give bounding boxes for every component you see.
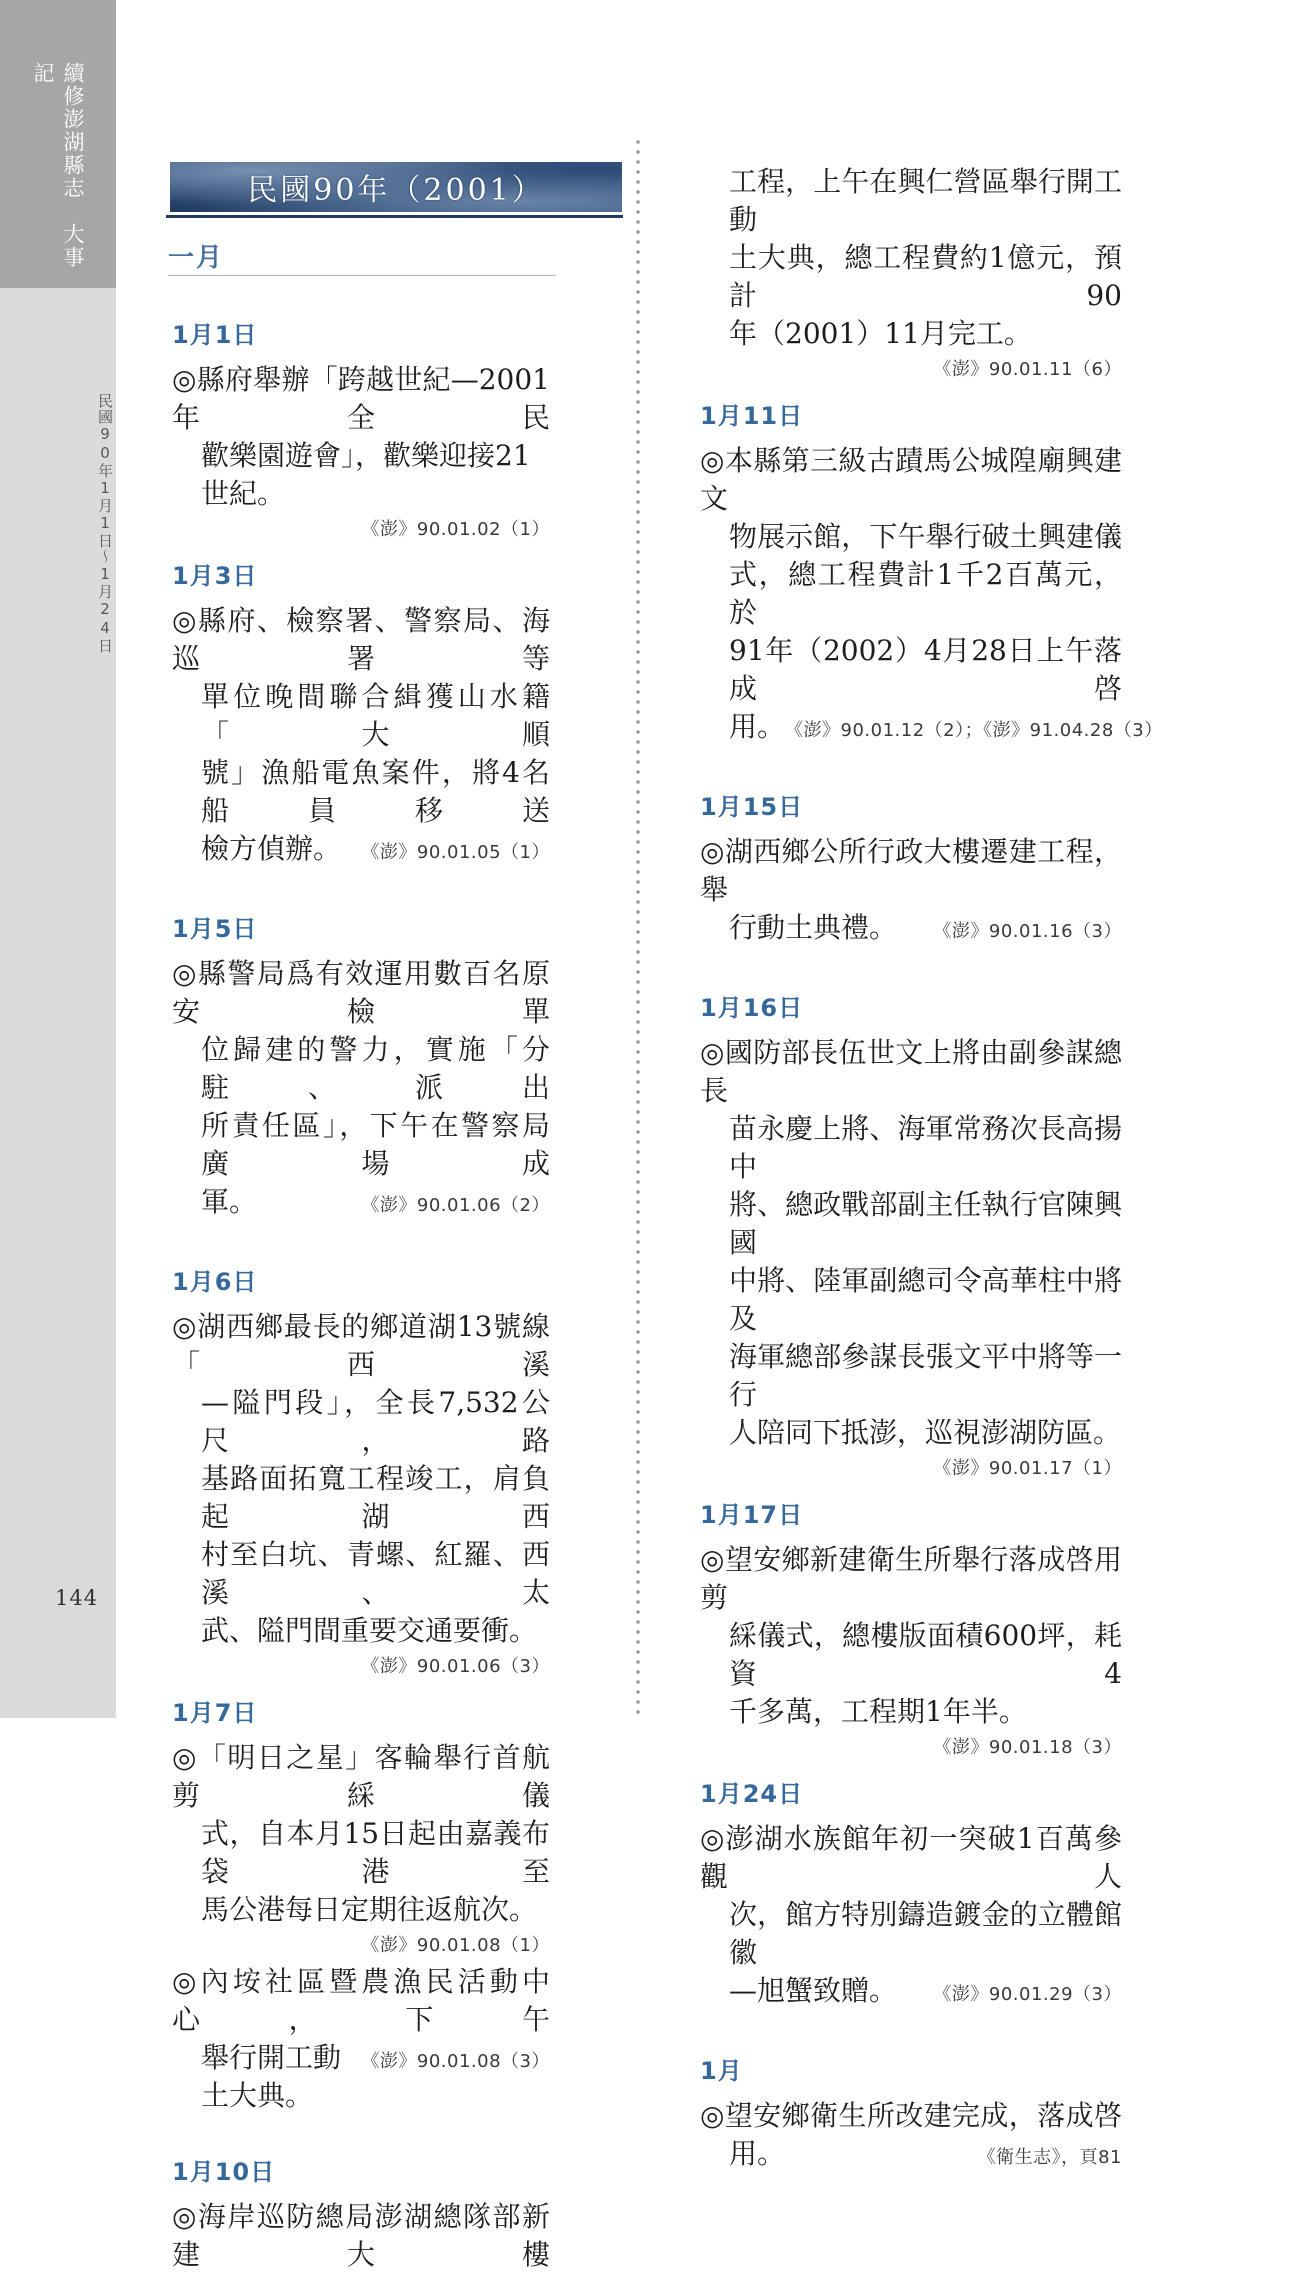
event bbox=[172, 2198, 550, 2274]
citation: 《澎》90.01.05（1） bbox=[361, 842, 550, 863]
event bbox=[700, 1541, 1122, 1763]
event-line: ◎湖西鄉公所行政大樓遷建工程，舉 bbox=[700, 835, 1122, 906]
event-line: 年（2001）11月完工。 bbox=[729, 317, 1032, 350]
event-line: 土大典，總工程費約1億元，預計90 bbox=[729, 241, 1122, 312]
event bbox=[700, 1820, 1122, 2014]
event bbox=[172, 1963, 550, 2115]
event-line: ◎「明日之星」客輪舉行首航剪綵儀 bbox=[172, 1741, 550, 1812]
citation-row bbox=[172, 1652, 550, 1682]
column-left bbox=[172, 320, 550, 2274]
event-line bbox=[700, 708, 1163, 750]
date-heading: 1月5日 bbox=[172, 915, 258, 943]
event-line: 基路面拓寬工程竣工，肩負起湖西 bbox=[201, 1462, 550, 1533]
event-line: ◎望安鄉衛生所改建完成，落成啓 bbox=[700, 2099, 1122, 2132]
citation: 《澎》90.01.29（3） bbox=[933, 1984, 1122, 2005]
citation: 《澎》90.01.06（3） bbox=[361, 1656, 550, 1677]
citation: 《澎》90.01.02（1） bbox=[361, 519, 550, 540]
event bbox=[172, 602, 550, 872]
event-line: 武、隘門間重要交通要衝。 bbox=[201, 1614, 538, 1647]
event-line bbox=[172, 2039, 550, 2115]
event-line: ◎本縣第三級古蹟馬公城隍廟興建文 bbox=[700, 444, 1122, 515]
event bbox=[172, 955, 550, 1225]
event-line: 次，館方特別鑄造鍍金的立體館徽 bbox=[729, 1898, 1122, 1969]
citation-row bbox=[172, 1931, 550, 1961]
event-line: —隘門段」，全長7,532公尺，路 bbox=[201, 1386, 550, 1457]
citation-row bbox=[700, 1454, 1122, 1484]
event-line: 苗永慶上將、海軍常務次長高揚中 bbox=[729, 1112, 1122, 1183]
event-text: 行動土典禮。 bbox=[729, 911, 898, 944]
event-line: 號」漁船電魚案件，將4名船員移送 bbox=[201, 756, 550, 827]
event-line: 物展示館，下午舉行破土興建儀 bbox=[729, 520, 1122, 553]
citation: 《澎》90.01.17（1） bbox=[933, 1458, 1122, 1479]
date-heading: 1月16日 bbox=[700, 994, 804, 1022]
event-line: 人陪同下抵澎，巡視澎湖防區。 bbox=[729, 1416, 1122, 1449]
date-heading: 1月3日 bbox=[172, 562, 258, 590]
date-heading: 1月17日 bbox=[700, 1501, 804, 1529]
event-line bbox=[172, 830, 550, 872]
event-line: 千多萬，工程期1年半。 bbox=[729, 1695, 1027, 1728]
event-line: 所責任區」，下午在警察局廣場成 bbox=[201, 1109, 550, 1180]
event-line bbox=[700, 909, 1122, 951]
sidebar-book-title: 續修澎湖縣志 大事記 bbox=[31, 62, 85, 269]
date-heading: 1月11日 bbox=[700, 402, 804, 430]
event bbox=[172, 1308, 550, 1682]
event bbox=[172, 1739, 550, 1961]
event-text: 用。 bbox=[729, 710, 786, 743]
year-banner-rule bbox=[166, 215, 623, 218]
event-line: 綵儀式，總樓版面積600坪，耗資4 bbox=[729, 1619, 1122, 1690]
event-text: 軍。 bbox=[201, 1185, 258, 1218]
event bbox=[700, 833, 1122, 951]
event-text: —旭蟹致贈。 bbox=[729, 1974, 898, 2007]
event-line: 村至白坑、青螺、紅羅、西溪、太 bbox=[201, 1538, 550, 1609]
page-number: 144 bbox=[55, 1586, 99, 1610]
date-heading: 1月10日 bbox=[172, 2158, 276, 2186]
date-heading: 1月24日 bbox=[700, 1780, 804, 1808]
event-text: 檢方偵辦。 bbox=[201, 832, 342, 865]
citation: 《澎》90.01.16（3） bbox=[933, 921, 1122, 942]
event-line: 式，總工程費計1千2百萬元，於 bbox=[729, 558, 1122, 629]
year-banner-title: 民國90年（2001） bbox=[247, 173, 545, 208]
event-line: ◎國防部長伍世文上將由副參謀總長 bbox=[700, 1036, 1122, 1107]
event-line: ◎望安鄉新建衛生所舉行落成啓用剪 bbox=[700, 1543, 1122, 1614]
event-line bbox=[172, 1183, 550, 1225]
event bbox=[700, 163, 1122, 385]
event bbox=[700, 1034, 1122, 1484]
event-line: ◎縣府、檢察署、警察局、海巡署等 bbox=[172, 604, 550, 675]
citation: 《澎》90.01.12（2）；《澎》91.04.28（3） bbox=[785, 720, 1163, 741]
citation: 《澎》90.01.08（3） bbox=[361, 2051, 550, 2072]
column-right bbox=[700, 163, 1163, 2177]
event-line: 將、總政戰部副主任執行官陳興國 bbox=[729, 1188, 1122, 1259]
event-line: ◎內垵社區暨農漁民活動中心，下午 bbox=[172, 1965, 550, 2036]
event-line bbox=[700, 2135, 1122, 2177]
citation: 《衛生志》，頁81 bbox=[977, 2147, 1122, 2168]
event-line: 91年（2002）4月28日上午落成啓 bbox=[729, 634, 1122, 705]
column-divider bbox=[636, 140, 640, 1720]
event-line: ◎湖西鄉最長的鄉道湖13號線「西溪 bbox=[172, 1310, 550, 1381]
event-line: ◎縣府舉辦「跨越世紀—2001年全民 bbox=[172, 363, 550, 434]
month-heading-label: 一月 bbox=[168, 243, 225, 273]
event-line bbox=[700, 1972, 1122, 2014]
event-line: ◎海岸巡防總局澎湖總隊部新建大樓 bbox=[172, 2200, 550, 2271]
event bbox=[700, 442, 1163, 750]
event-line: 馬公港每日定期往返航次。 bbox=[201, 1893, 538, 1926]
event-line: ◎縣警局爲有效運用數百名原安檢單 bbox=[172, 957, 550, 1028]
citation: 《澎》90.01.18（3） bbox=[933, 1737, 1122, 1758]
event-line: 單位晚間聯合緝獲山水籍「大順 bbox=[201, 680, 550, 751]
year-banner bbox=[170, 162, 622, 212]
citation: 《澎》90.01.06（2） bbox=[361, 1195, 550, 1216]
citation-row bbox=[700, 1733, 1122, 1763]
event-line: 式，自本月15日起由嘉義布袋港至 bbox=[201, 1817, 550, 1888]
date-heading: 1月15日 bbox=[700, 793, 804, 821]
event-line: 歡樂園遊會」，歡樂迎接21世紀。 bbox=[201, 439, 531, 510]
event-line: 工程，上午在興仁營區舉行開工動 bbox=[729, 165, 1122, 236]
event bbox=[700, 2097, 1122, 2177]
date-heading: 1月6日 bbox=[172, 1268, 258, 1296]
citation: 《澎》90.01.08（1） bbox=[361, 1935, 550, 1956]
event-line: 中將、陸軍副總司令高華柱中將及 bbox=[729, 1264, 1122, 1335]
date-heading: 1月7日 bbox=[172, 1699, 258, 1727]
event bbox=[172, 361, 550, 545]
event-text: 用。 bbox=[729, 2137, 786, 2170]
month-heading bbox=[168, 244, 556, 276]
citation-row bbox=[172, 515, 550, 545]
citation-row bbox=[700, 355, 1122, 385]
date-heading: 1月 bbox=[700, 2057, 743, 2085]
event-line: 位歸建的警力，實施「分駐、派出 bbox=[201, 1033, 550, 1104]
date-heading: 1月1日 bbox=[172, 321, 258, 349]
event-text: 舉行開工動土大典。 bbox=[201, 2041, 342, 2112]
event-line: 海軍總部參謀長張文平中將等一行 bbox=[729, 1340, 1122, 1411]
citation: 《澎》90.01.11（6） bbox=[933, 359, 1122, 380]
event-line: ◎澎湖水族館年初一突破1百萬參觀人 bbox=[700, 1822, 1122, 1893]
sidebar-period-label: 民國90年1月1日〜1月24日 bbox=[96, 392, 114, 654]
